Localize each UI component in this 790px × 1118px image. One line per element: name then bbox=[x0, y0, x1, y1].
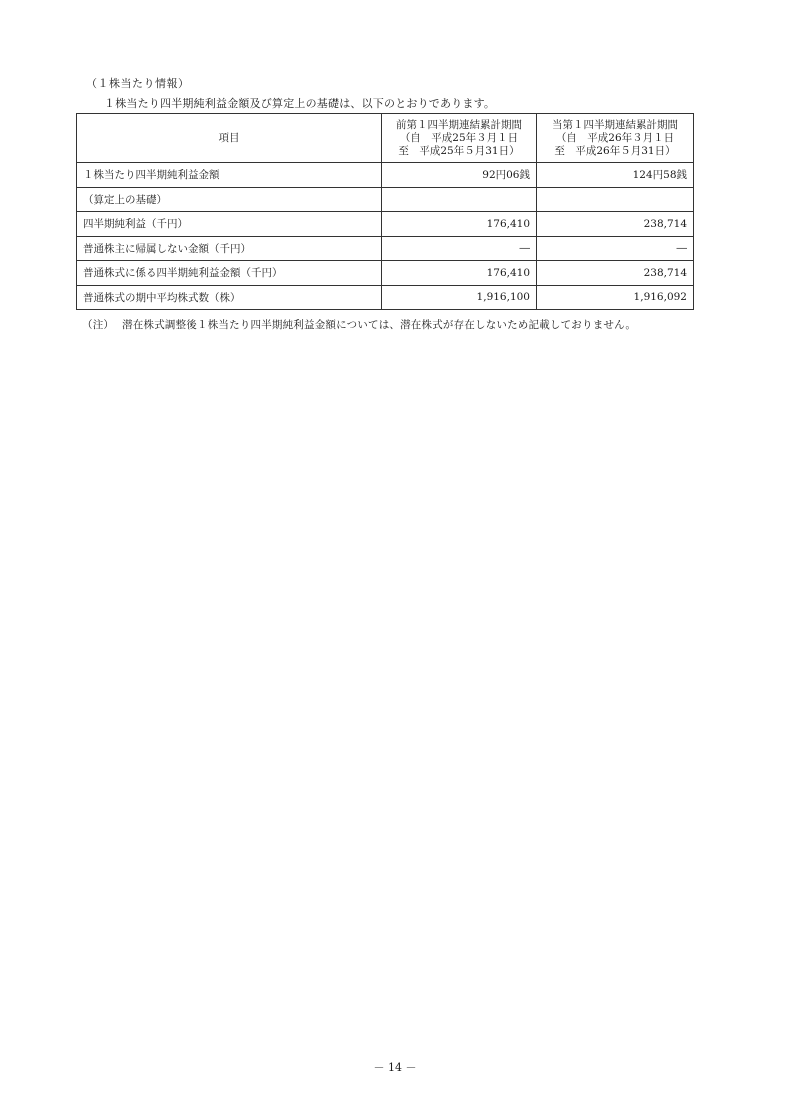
eps-table bbox=[76, 113, 694, 310]
header-curr-period-to: 至 平成26年５月31日） bbox=[554, 144, 676, 157]
row-curr-value: 238,714 bbox=[537, 212, 694, 237]
intro-text: １株当たり四半期純利益金額及び算定上の基礎は、以下のとおりであります。 bbox=[104, 97, 496, 110]
table-row bbox=[77, 285, 694, 310]
header-prev-period-from: （自 平成25年３月１日 bbox=[399, 131, 519, 144]
row-prev-value: 92円06銭 bbox=[382, 163, 537, 188]
row-prev-value bbox=[382, 187, 537, 212]
row-label: （算定上の基礎） bbox=[77, 187, 382, 212]
row-curr-value: ― bbox=[537, 236, 694, 261]
table-row bbox=[77, 212, 694, 237]
row-curr-value: 124円58銭 bbox=[537, 163, 694, 188]
table-header-row bbox=[77, 114, 694, 163]
row-curr-value: 238,714 bbox=[537, 261, 694, 286]
row-label: 四半期純利益（千円） bbox=[77, 212, 382, 237]
row-label: 普通株式の期中平均株式数（株） bbox=[77, 285, 382, 310]
footnote-text: 潜在株式調整後１株当たり四半期純利益金額については、潜在株式が存在しないため記載しておりません。 bbox=[122, 319, 637, 331]
footnote bbox=[82, 317, 636, 332]
header-item: 項目 bbox=[77, 114, 382, 163]
table-row bbox=[77, 163, 694, 188]
page-number: － 14 － bbox=[373, 1061, 417, 1074]
row-curr-value: 1,916,092 bbox=[537, 285, 694, 310]
header-curr-period-from: （自 平成26年３月１日 bbox=[555, 131, 675, 144]
header-prev-period-to: 至 平成25年５月31日） bbox=[398, 144, 520, 157]
row-label: １株当たり四半期純利益金額 bbox=[77, 163, 382, 188]
table-row bbox=[77, 236, 694, 261]
row-label: 普通株主に帰属しない金額（千円） bbox=[77, 236, 382, 261]
table-row bbox=[77, 261, 694, 286]
header-prev-period bbox=[382, 114, 537, 163]
footnote-label: （注） bbox=[82, 319, 115, 331]
row-prev-value: 176,410 bbox=[382, 212, 537, 237]
row-curr-value bbox=[537, 187, 694, 212]
header-curr-period bbox=[537, 114, 694, 163]
row-prev-value: 176,410 bbox=[382, 261, 537, 286]
row-prev-value: ― bbox=[382, 236, 537, 261]
table-row bbox=[77, 187, 694, 212]
header-curr-period-title: 当第１四半期連結累計期間 bbox=[552, 118, 678, 131]
header-prev-period-title: 前第１四半期連結累計期間 bbox=[396, 118, 522, 131]
row-prev-value: 1,916,100 bbox=[382, 285, 537, 310]
row-label: 普通株式に係る四半期純利益金額（千円） bbox=[77, 261, 382, 286]
section-title: （１株当たり情報） bbox=[86, 77, 190, 90]
